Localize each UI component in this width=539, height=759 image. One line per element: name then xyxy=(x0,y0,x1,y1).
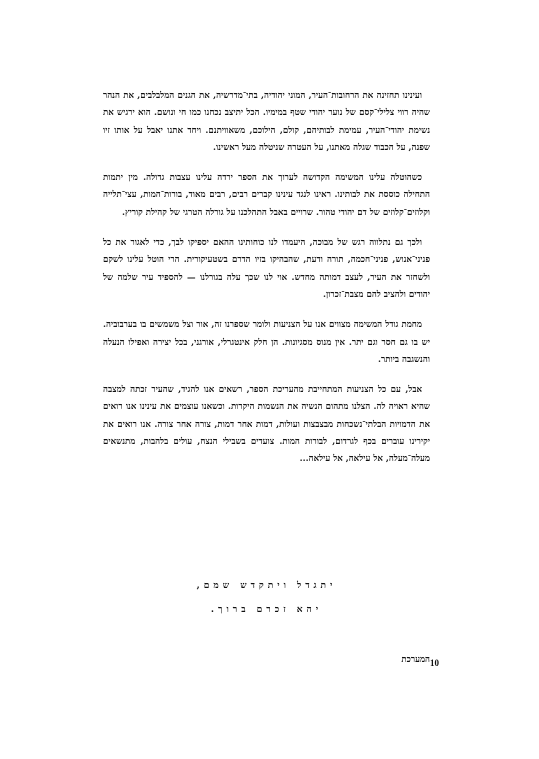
memorial-verse-line-1: יתגדל ויתקדש שמם, xyxy=(196,581,337,591)
page-number: 10 xyxy=(430,658,439,668)
paragraph-1: ועינינו תחזינה את הרחובות־העיר, המוני יהודיה, בתי־מדרשיה, את הגנים המלבלבים, את הנהר שהיה רווי צלילי־קסם של נוער יהודי שטף במימיו. הכל יתיצב נכחנו כמו חי ונושם. הוא ירגיש את נשימת יהודי־העיר, עמימת לבותיהם, קולם, הילוכם, משאוויתנם. ויחד אתנו יאבל על אותו זיו שפנה, על הכבוד שגלה מאתנו, על העטרה שניטלה מעל ראשינו. xyxy=(103,91,430,153)
paragraph-3: ולכך גם נתלווה רגש של מבוכה, היעמדו לנו כוחותינו ההאם יספיקו לבך, כדי לאגור את כל פניני־אנוש, פניני־חכמה, תורה ודעת, שהבהיקו בזיו הדרם בשטעיקורית. הרי הוטל עלינו לשקם ולשחזר את העיר, לעצב דמותה מחדש. אוי לנו שכך עלה בגורלנו — להספיד עיר שלמה של יהודים ולהציב להם מצבת־זכרון. xyxy=(103,238,430,300)
body-text xyxy=(103,88,430,482)
memorial-verse-line-2: יהא זכרם ברוך. xyxy=(210,605,323,615)
signature: המערכת xyxy=(401,655,430,665)
paragraph-2: כשהוטלה עלינו המשימה הקדושה לערוך את הספר ירדה עלינו עצבות גדולה. מין יתמות התחילה כוססת את לבותינו. ראינו לנגד עינינו קברים רבים, רבים מאוד, בורות־המות, עצי־תלייה וקלוזים־קלוזים של דם יהודי טהור. שרויים באבל התהלכנו על גורלה הטרגי של קהילת קוריץ. xyxy=(103,173,430,218)
paragraph-4: מחמת גודל המשימה מצווים אנו על הצניעות ולומר שספרנו זה, אור וצל משמשים בו בערבוביה. יש בו גם חסר וגם יתר. אין מנוס מסגיונות. הן חלק אינטגרלי, אורגני, בכל יצירה ואפילו הנעלה והנשגבה ביותר. xyxy=(103,320,430,365)
paragraph-5: אבל, עם כל הצניעות המתחייבת מהעריכת הספר, רשאים אנו להגיד, שהעיר זכתה למצבה שהיא ראויה לה. הצלנו מתהום הנשיה את הנשמות היקרות. וכשאנו עוצמים את עינינו אנו רואים את הדמויות הבלתי־נשכחות מבצבצות ועולות, דמות אחר דמות, צורה אחר צורה. אנו רואים את יקירינו עוברים בכף לגרדום, לבורות המות. צועדים בשבילי הנצח, עולים בלהבות, מתנשאים מעלה־מעלה, אל עילאה, אל עילאה... xyxy=(103,385,430,465)
